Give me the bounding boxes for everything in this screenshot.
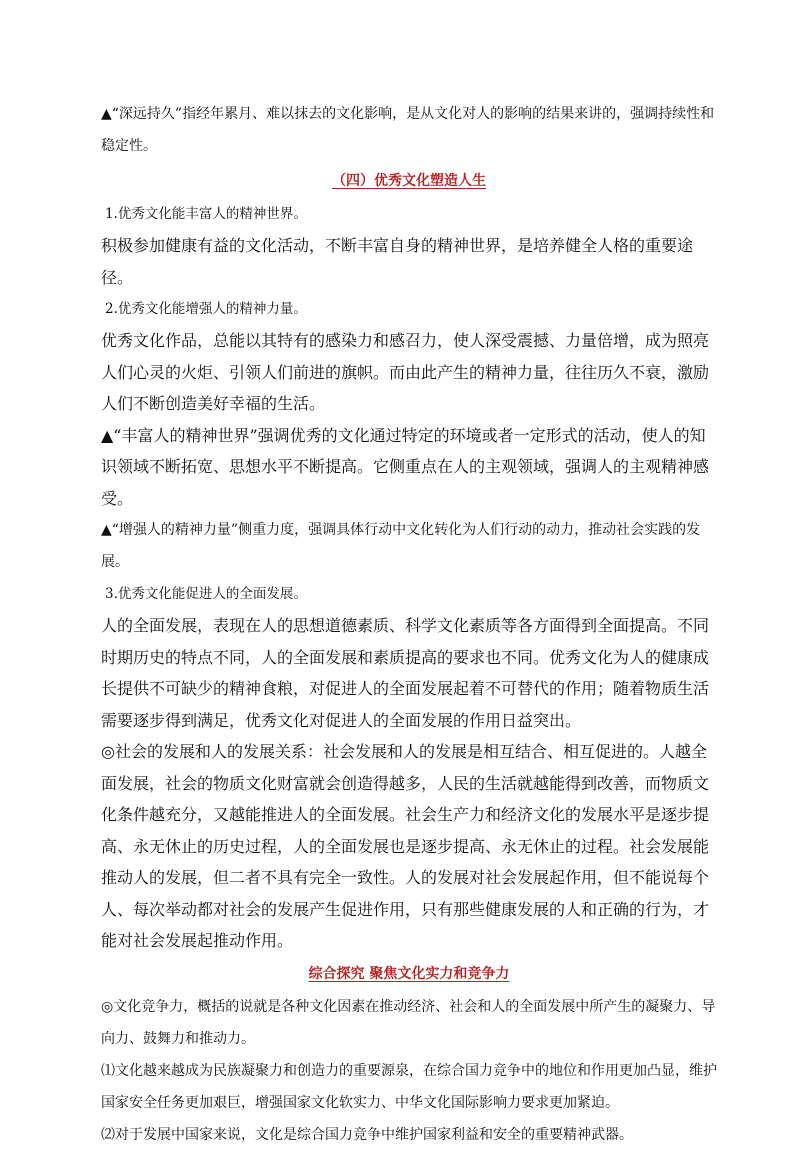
- list-item-strengthen-spirit: 2.优秀文化能增强人的精神力量。: [105, 301, 307, 317]
- paragraph-all-round-development: 人的全面发展，表现在人的思想道德素质、科学文化素质等各方面得到全面提高。不同时期历史的特点不同，人的全面发展和素质提高的要求也不同。优秀文化为人的健康成长提供不可缺少的精神食粮，对促进人的全面发展起着不可替代的作用；随着物质生活需要逐步得到满足，优秀文化对促进人的全面发展的作用日益突出。: [101, 616, 710, 730]
- paragraph-point-2: ⑵对于发展中国家来说，文化是综合国力竞争中维护国家利益和安全的重要精神武器。: [101, 1126, 633, 1143]
- list-item-all-round-development: 3.优秀文化能促进人的全面发展。: [105, 586, 307, 602]
- list-item-enrich-spirit: 1.优秀文化能丰富人的精神世界。: [105, 206, 307, 222]
- paragraph-cultural-activities: 积极参加健康有益的文化活动，不断丰富自身的精神世界，是培养健全人格的重要途径。: [101, 236, 694, 287]
- paragraph-enrich-explanation: ▲“丰富人的精神世界”强调优秀的文化通过特定的环境或者一定形式的活动，使人的知识领域不断拓宽、思想水平不断提高。它侧重点在人的主观领域，强调人的主观精神感受。: [101, 425, 710, 508]
- document-body: [101, 98, 717, 1151]
- section-heading-comprehensive-inquiry: 综合探究 聚焦文化实力和竞争力: [308, 965, 510, 982]
- paragraph-point-1: ⑴文化越来越成为民族凝聚力和创造力的重要源泉，在综合国力竞争中的地位和作用更加凸显，维护国家安全任务更加艰巨，增强国家文化软实力、中华文化国际影响力要求更加紧迫。: [101, 1062, 717, 1111]
- paragraph-society-individual-relation: ◎社会的发展和人的发展关系：社会发展和人的发展是相互结合、相互促进的。人越全面发展，社会的物质文化财富就会创造得越多，人民的生活就越能得到改善，而物质文化条件越充分，又越能推进人的全面发展。社会生产力和经济文化的发展水平是逐步提高、永无休止的历史过程，人的全面发展也是逐步提高、永无休止的过程。社会发展能推动人的发展，但二者不具有完全一致性。人的发展对社会发展起作用，但不能说每个人、每次举动都对社会的发展产生促进作用，只有那些健康发展的人和正确的行为，才能对社会发展起推动作用。: [101, 742, 710, 950]
- paragraph-persistent-influence: ▲“深远持久”指经年累月、难以抹去的文化影响，是从文化对人的影响的结果来讲的，强调持续性和稳定性。: [101, 106, 715, 154]
- paragraph-excellent-works: 优秀文化作品，总能以其特有的感染力和感召力，使人深受震撼、力量倍增，成为照亮人们心灵的火炬、引领人们前进的旗帜。而由此产生的精神力量，往往历久不衰，激励人们不断创造美好幸福的生活。: [101, 331, 710, 413]
- paragraph-strengthen-explanation: ▲“增强人的精神力量”侧重力度，强调具体行动中文化转化为人们行动的动力，推动社会实践的发展。: [101, 522, 701, 570]
- section-heading-culture-shapes-life: （四）优秀文化塑造人生: [332, 173, 486, 189]
- paragraph-cultural-competitiveness: ◎文化竞争力，概括的说就是各种文化因素在推动经济、社会和人的全面发展中所产生的凝聚力、导向力、鼓舞力和推动力。: [101, 998, 716, 1047]
